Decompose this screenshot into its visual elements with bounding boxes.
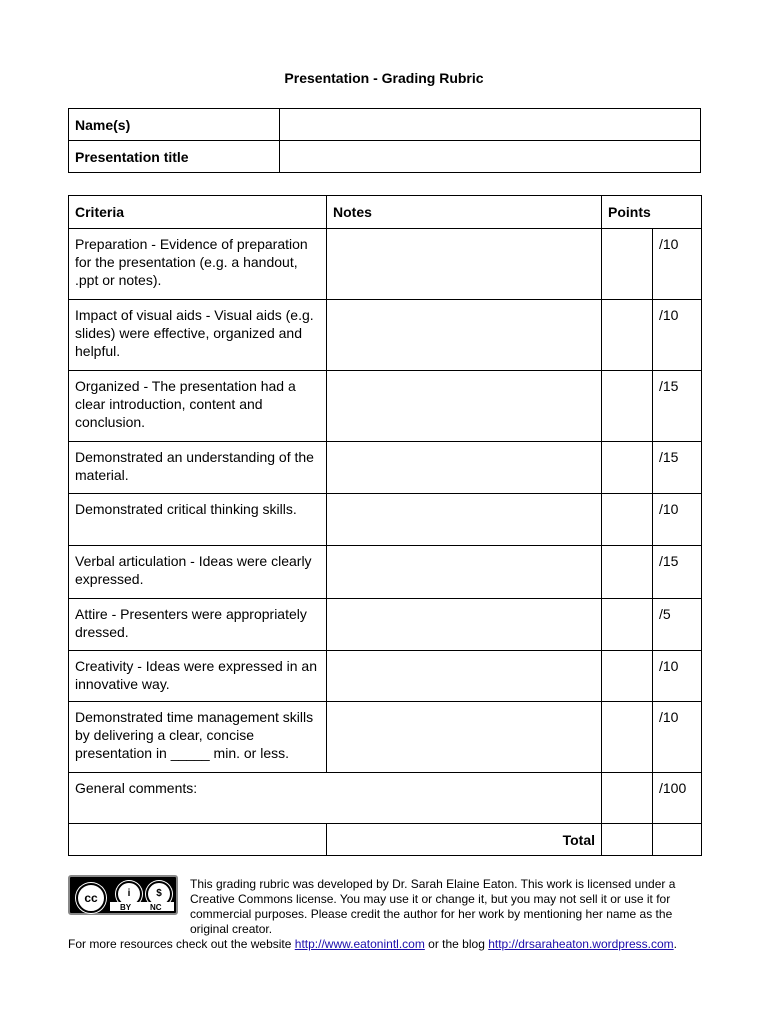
criteria-header: Criteria <box>69 196 327 229</box>
score-cell[interactable] <box>602 229 653 300</box>
notes-cell[interactable] <box>327 702 602 773</box>
table-row <box>69 371 702 442</box>
website-link[interactable]: http://www.eatonintl.com <box>294 937 425 951</box>
notes-cell[interactable] <box>327 599 602 651</box>
score-cell[interactable] <box>602 371 653 442</box>
rubric-header-row <box>69 196 702 229</box>
by-label: BY <box>120 903 132 912</box>
notes-cell[interactable] <box>327 229 602 300</box>
table-row <box>69 651 702 702</box>
nc-label: NC <box>150 903 162 912</box>
criteria-cell: Preparation - Evidence of preparation for the presentation (e.g. a handout, .ppt or notes). <box>69 229 327 300</box>
score-cell[interactable] <box>602 442 653 494</box>
table-row <box>69 494 702 546</box>
total-score-cell[interactable] <box>602 824 653 856</box>
max-points-cell: /15 <box>653 546 702 599</box>
notes-header: Notes <box>327 196 602 229</box>
max-points-cell: /15 <box>653 442 702 494</box>
notes-cell[interactable] <box>327 546 602 599</box>
noncommercial-icon: $ <box>146 881 172 907</box>
resources-text <box>68 937 708 952</box>
criteria-cell: Verbal articulation - Ideas were clearly expressed. <box>69 546 327 599</box>
max-points-cell: /15 <box>653 371 702 442</box>
cc-icon: cc <box>76 883 106 913</box>
max-points-cell: /10 <box>653 702 702 773</box>
criteria-cell: Creativity - Ideas were expressed in an innovative way. <box>69 651 327 702</box>
resources-suffix: . <box>673 937 677 951</box>
notes-cell[interactable] <box>327 442 602 494</box>
blog-link[interactable]: http://drsaraheaton.wordpress.com <box>488 937 674 951</box>
score-cell[interactable] <box>602 300 653 371</box>
notes-cell[interactable] <box>327 300 602 371</box>
score-cell[interactable] <box>602 702 653 773</box>
table-row <box>69 442 702 494</box>
resources-middle: or the blog <box>424 937 489 951</box>
criteria-cell: Impact of visual aids - Visual aids (e.g. slides) were effective, organized and helpful. <box>69 300 327 371</box>
table-row <box>69 300 702 371</box>
points-header: Points <box>602 196 702 229</box>
max-points-cell: /5 <box>653 599 702 651</box>
presentation-title-row <box>69 141 701 173</box>
score-cell[interactable] <box>602 651 653 702</box>
total-label: Total <box>327 824 602 856</box>
total-max-cell <box>653 824 702 856</box>
criteria-cell: Demonstrated an understanding of the material. <box>69 442 327 494</box>
page-title: Presentation - Grading Rubric <box>284 70 484 86</box>
notes-cell[interactable] <box>327 494 602 546</box>
score-cell[interactable] <box>602 546 653 599</box>
name-field[interactable] <box>280 109 701 141</box>
attribution-icon: i <box>116 881 142 907</box>
presentation-title-field[interactable] <box>280 141 701 173</box>
table-row <box>69 702 702 773</box>
info-table <box>68 108 701 173</box>
resources-prefix: For more resources check out the website <box>68 937 295 951</box>
criteria-cell: Attire - Presenters were appropriately dressed. <box>69 599 327 651</box>
criteria-cell: Demonstrated time management skills by delivering a clear, concise presentation in _____ min. or less. <box>69 702 327 773</box>
total-blank-cell <box>69 824 327 856</box>
max-points-cell: /10 <box>653 300 702 371</box>
total-row <box>69 824 702 856</box>
name-row <box>69 109 701 141</box>
max-points-cell: /10 <box>653 494 702 546</box>
criteria-cell: Organized - The presentation had a clear introduction, content and conclusion. <box>69 371 327 442</box>
presentation-title-label: Presentation title <box>69 141 280 173</box>
score-cell[interactable] <box>602 773 653 824</box>
max-points-cell: /10 <box>653 229 702 300</box>
notes-cell[interactable] <box>327 651 602 702</box>
general-comments-row <box>69 773 702 824</box>
max-points-cell: /100 <box>653 773 702 824</box>
table-row <box>69 599 702 651</box>
general-comments-cell[interactable]: General comments: <box>69 773 602 824</box>
table-row <box>69 229 702 300</box>
rubric-table <box>68 195 702 856</box>
creative-commons-badge <box>68 875 178 915</box>
criteria-cell: Demonstrated critical thinking skills. <box>69 494 327 546</box>
license-text: This grading rubric was developed by Dr. Sarah Elaine Eaton. This work is licensed under a Creative Commons license. You may use it or change it, but you may not sell it or use it for commercial purposes. Please credit the author for her work by mentioning her name as the original creator. <box>190 877 676 936</box>
score-cell[interactable] <box>602 599 653 651</box>
score-cell[interactable] <box>602 494 653 546</box>
max-points-cell: /10 <box>653 651 702 702</box>
name-label: Name(s) <box>69 109 280 141</box>
notes-cell[interactable] <box>327 371 602 442</box>
table-row <box>69 546 702 599</box>
